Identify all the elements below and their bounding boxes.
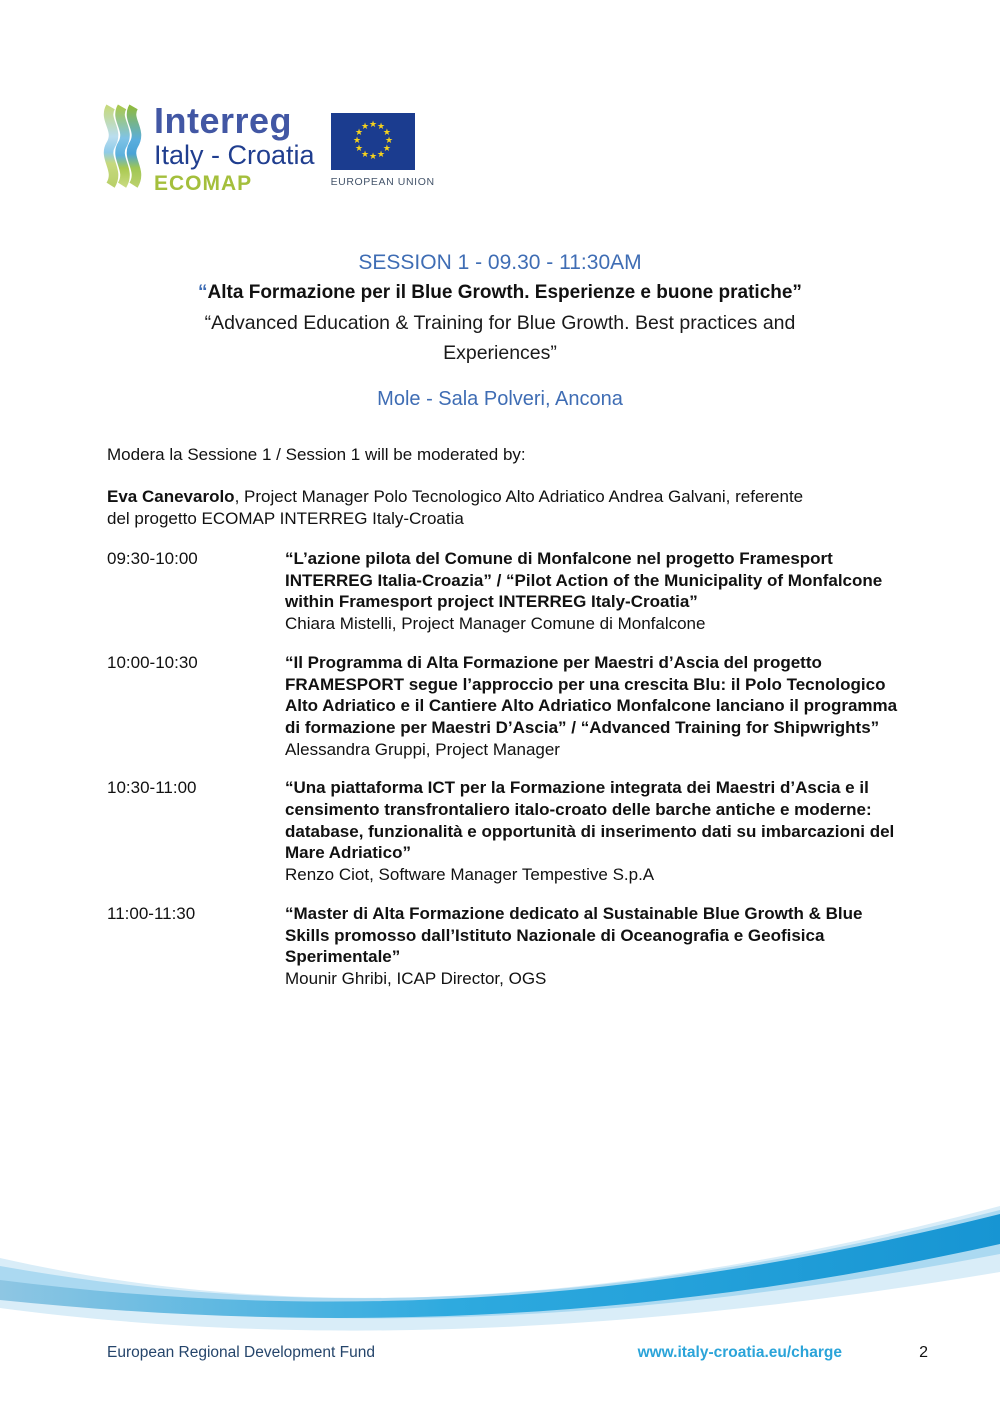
- svg-text:★: ★: [368, 120, 377, 130]
- title-italian: [0, 278, 1000, 308]
- interreg-logo-text: [154, 100, 315, 195]
- moderation-intro: Modera la Sessione 1 / Session 1 will be moderated by:: [107, 445, 526, 464]
- entry-body: [285, 548, 907, 635]
- entry-title: “Una piattaforma ICT per la Formazione integrata dei Maestri d’Ascia e il censimento transfrontaliero italo-croato delle barche antiche e moderne: database, funzionalità e opportunità di inserimento dati su imbarcazioni del Mare Adriatico”: [285, 778, 895, 863]
- schedule-list: [107, 548, 907, 1007]
- moderator-line: [107, 486, 812, 530]
- entry-speaker: Alessandra Gruppi, Project Manager: [285, 739, 560, 759]
- eu-flag-block: [331, 113, 435, 188]
- moderator-name: Eva Canevarolo: [107, 487, 235, 506]
- svg-text:★: ★: [382, 128, 391, 138]
- moderation-block: [107, 444, 837, 530]
- title-italian-text: Alta Formazione per il Blue Growth. Esperienze e buone pratiche”: [207, 282, 802, 303]
- title-open-quote: “: [198, 282, 208, 303]
- entry-speaker: Mounir Ghribi, ICAP Director, OGS: [285, 968, 547, 988]
- svg-text:★: ★: [376, 149, 385, 160]
- entry-time: 09:30-10:00: [107, 549, 198, 568]
- entry-time: 11:00-11:30: [107, 903, 196, 923]
- header-logos: [100, 100, 435, 195]
- entry-time: 10:30-11:00: [107, 778, 197, 798]
- svg-text:★: ★: [354, 128, 363, 138]
- venue-line: Mole - Sala Polveri, Ancona: [377, 388, 623, 410]
- schedule-entry: [107, 652, 907, 761]
- schedule-entry: [107, 548, 907, 635]
- svg-text:★: ★: [360, 149, 369, 160]
- logo-brand: Interreg: [154, 100, 293, 141]
- title-english: “Advanced Education & Training for Blue Growth. Best practices and Experiences”: [204, 312, 796, 364]
- entry-body: [285, 777, 907, 886]
- eu-caption: EUROPEAN UNION: [330, 176, 435, 188]
- entry-body: [285, 652, 907, 761]
- svg-text:★: ★: [368, 152, 377, 162]
- page-footer: [0, 1344, 1000, 1370]
- page-number: 2: [919, 1344, 928, 1361]
- entry-title: “L’azione pilota del Comune di Monfalcone nel progetto Framesport INTERREG Italia-Croazia” / “Pilot Action of the Municipality of Monfalcone within Framesport project INTERREG Italy-Croatia”: [285, 549, 883, 612]
- svg-text:★: ★: [382, 144, 391, 154]
- entry-speaker: Renzo Ciot, Software Manager Tempestive S.p.A: [285, 865, 655, 885]
- svg-text:★: ★: [376, 122, 385, 133]
- moderator-role: , Project Manager Polo Tecnologico Alto Adriatico Andrea Galvani, referente del progetto ECOMAP INTERREG Italy-Croatia: [107, 487, 804, 528]
- entry-speaker: Chiara Mistelli, Project Manager Comune di Monfalcone: [285, 614, 706, 634]
- svg-text:★: ★: [354, 144, 363, 154]
- schedule-entry: [107, 903, 907, 990]
- entry-title: “Il Programma di Alta Formazione per Maestri d’Ascia del progetto FRAMESPORT segue l’approccio per una crescita Blu: il Polo Tecnologico Alto Adriatico e il Cantiere Alto Adriatico Monfalcone lanciano il programma di formazione per Maestri D’Ascia” / “Advanced Training for Shipwrights”: [285, 652, 898, 737]
- entry-title: “Master di Alta Formazione dedicato al Sustainable Blue Growth & Blue Skills promosso dall’Istituto Nazionale di Oceanografia e Geofisica Sperimentale”: [285, 903, 863, 967]
- session-heading: SESSION 1 - 09.30 - 11:30AM: [358, 251, 642, 274]
- logo-subbrand: Italy - Croatia: [154, 140, 315, 170]
- eu-flag-icon: [331, 113, 415, 170]
- entry-body: [285, 903, 907, 990]
- schedule-entry: [107, 777, 907, 886]
- logo-program: ECOMAP: [154, 172, 253, 195]
- footer-url-link[interactable]: www.italy-croatia.eu/charge: [637, 1344, 842, 1361]
- interreg-logo: [100, 100, 315, 195]
- interreg-wave-icon: [100, 103, 146, 189]
- svg-text:★: ★: [384, 136, 393, 146]
- title-block: [0, 248, 1000, 414]
- footer-fund-label: European Regional Development Fund: [107, 1344, 375, 1361]
- svg-text:★: ★: [352, 136, 361, 146]
- entry-time: 10:00-10:30: [107, 652, 198, 672]
- svg-text:★: ★: [360, 122, 369, 133]
